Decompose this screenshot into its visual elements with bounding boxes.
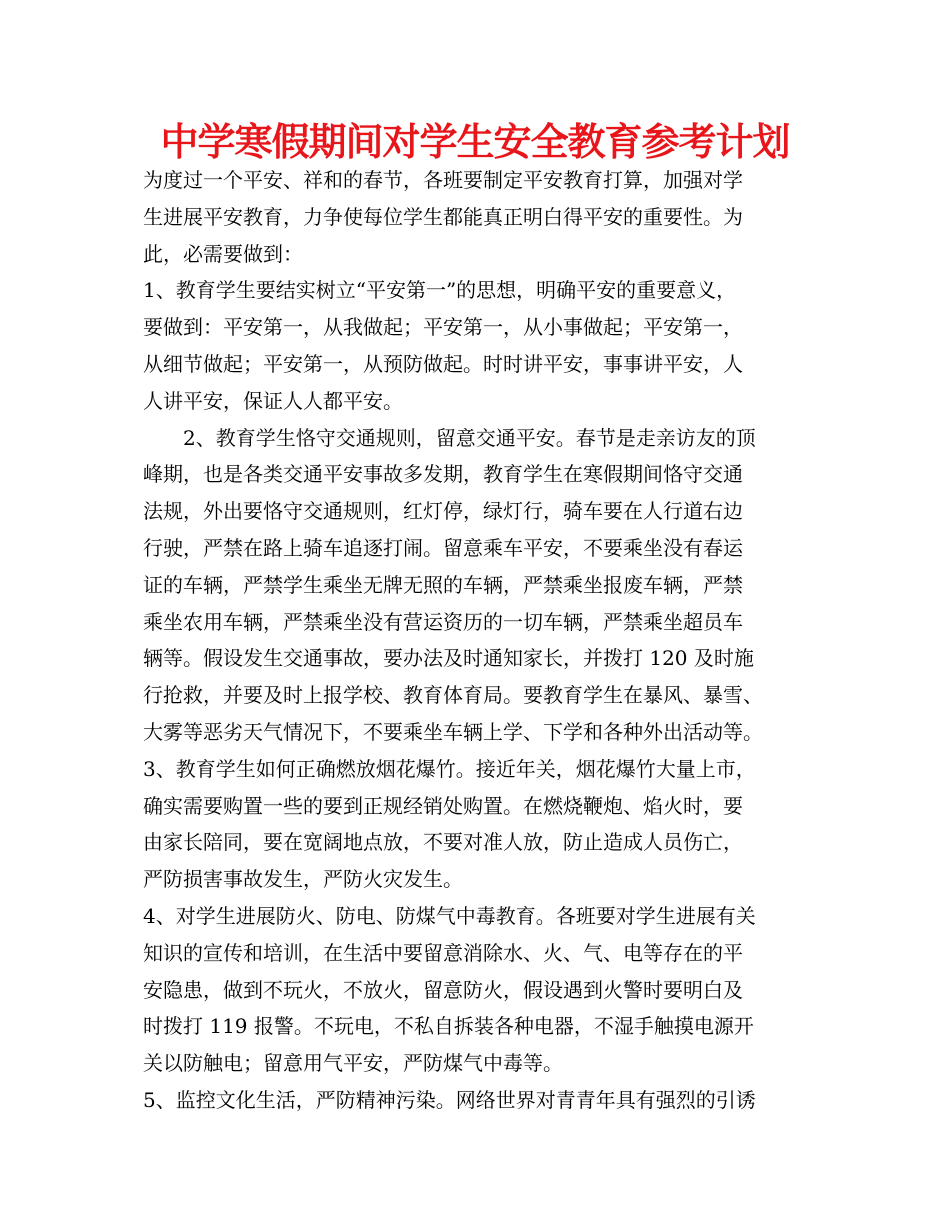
body-line: 证的车辆，严禁学生乘坐无牌无照的车辆，严禁乘坐报废车辆，严禁 xyxy=(143,572,743,597)
body-line: 行驶，严禁在路上骑车追逐打闹。留意乘车平安，不要乘坐没有春运 xyxy=(143,535,743,560)
body-line: 从细节做起；平安第一，从预防做起。时时讲平安，事事讲平安，人 xyxy=(143,351,743,376)
body-line: 4、对学生进展防火、防电、防煤气中毒教育。各班要对学生进展有关 xyxy=(143,903,756,928)
body-line: 1、教育学生要结实树立“平安第一”的思想，明确平安的重要意义， xyxy=(143,278,737,303)
body-line: 人讲平安，保证人人都平安。 xyxy=(143,388,403,413)
body-line: 此，必需要做到： xyxy=(143,241,303,266)
body-line: 要做到：平安第一，从我做起；平安第一，从小事做起；平安第一， xyxy=(143,315,743,340)
body-line: 乘坐农用车辆，严禁乘坐没有营运资历的一切车辆，严禁乘坐超员车 xyxy=(143,609,743,634)
body-line: 安隐患，做到不玩火，不放火，留意防火，假设遇到火警时要明白及 xyxy=(143,977,743,1002)
body-line: 生进展平安教育，力争使每位学生都能真正明白得平安的重要性。为 xyxy=(143,204,743,229)
body-line: 5、监控文化生活，严防精神污染。网络世界对青青年具有强烈的引诱 xyxy=(143,1087,756,1112)
body-line: 严防损害事故发生，严防火灾发生。 xyxy=(143,867,463,892)
body-line: 3、教育学生如何正确燃放烟花爆竹。接近年关，烟花爆竹大量上市， xyxy=(143,756,756,781)
body-line: 2、教育学生恪守交通规则，留意交通平安。春节是走亲访友的顶 xyxy=(183,425,756,450)
body-line: 大雾等恶劣天气情况下，不要乘坐车辆上学、下学和各种外出活动等。 xyxy=(143,719,763,744)
body-line: 法规，外出要恪守交通规则，红灯停，绿灯行，骑车要在人行道右边 xyxy=(143,499,743,524)
body-line: 峰期，也是各类交通平安事故多发期，教育学生在寒假期间恪守交通 xyxy=(143,462,743,487)
body-line: 行抢救，并要及时上报学校、教育体育局。要教育学生在暴风、暴雪、 xyxy=(143,683,763,708)
body-line: 辆等。假设发生交通事故，要办法及时通知家长，并拨打 120 及时施 xyxy=(143,646,754,671)
body-line: 知识的宣传和培训，在生活中要留意消除水、火、气、电等存在的平 xyxy=(143,940,743,965)
body-line: 确实需要购置一些的要到正规经销处购置。在燃烧鞭炮、焰火时，要 xyxy=(143,793,743,818)
body-line: 由家长陪同，要在宽阔地点放，不要对准人放，防止造成人员伤亡， xyxy=(143,830,743,855)
document-body xyxy=(143,162,823,1119)
body-line: 时拨打 119 报警。不玩电，不私自拆装各种电器，不湿手触摸电源开 xyxy=(143,1014,754,1039)
document-title: 中学寒假期间对学生安全教育参考计划 xyxy=(160,120,790,164)
body-line: 为度过一个平安、祥和的春节，各班要制定平安教育打算，加强对学 xyxy=(143,168,743,192)
body-line: 关以防触电；留意用气平安，严防煤气中毒等。 xyxy=(143,1051,563,1076)
